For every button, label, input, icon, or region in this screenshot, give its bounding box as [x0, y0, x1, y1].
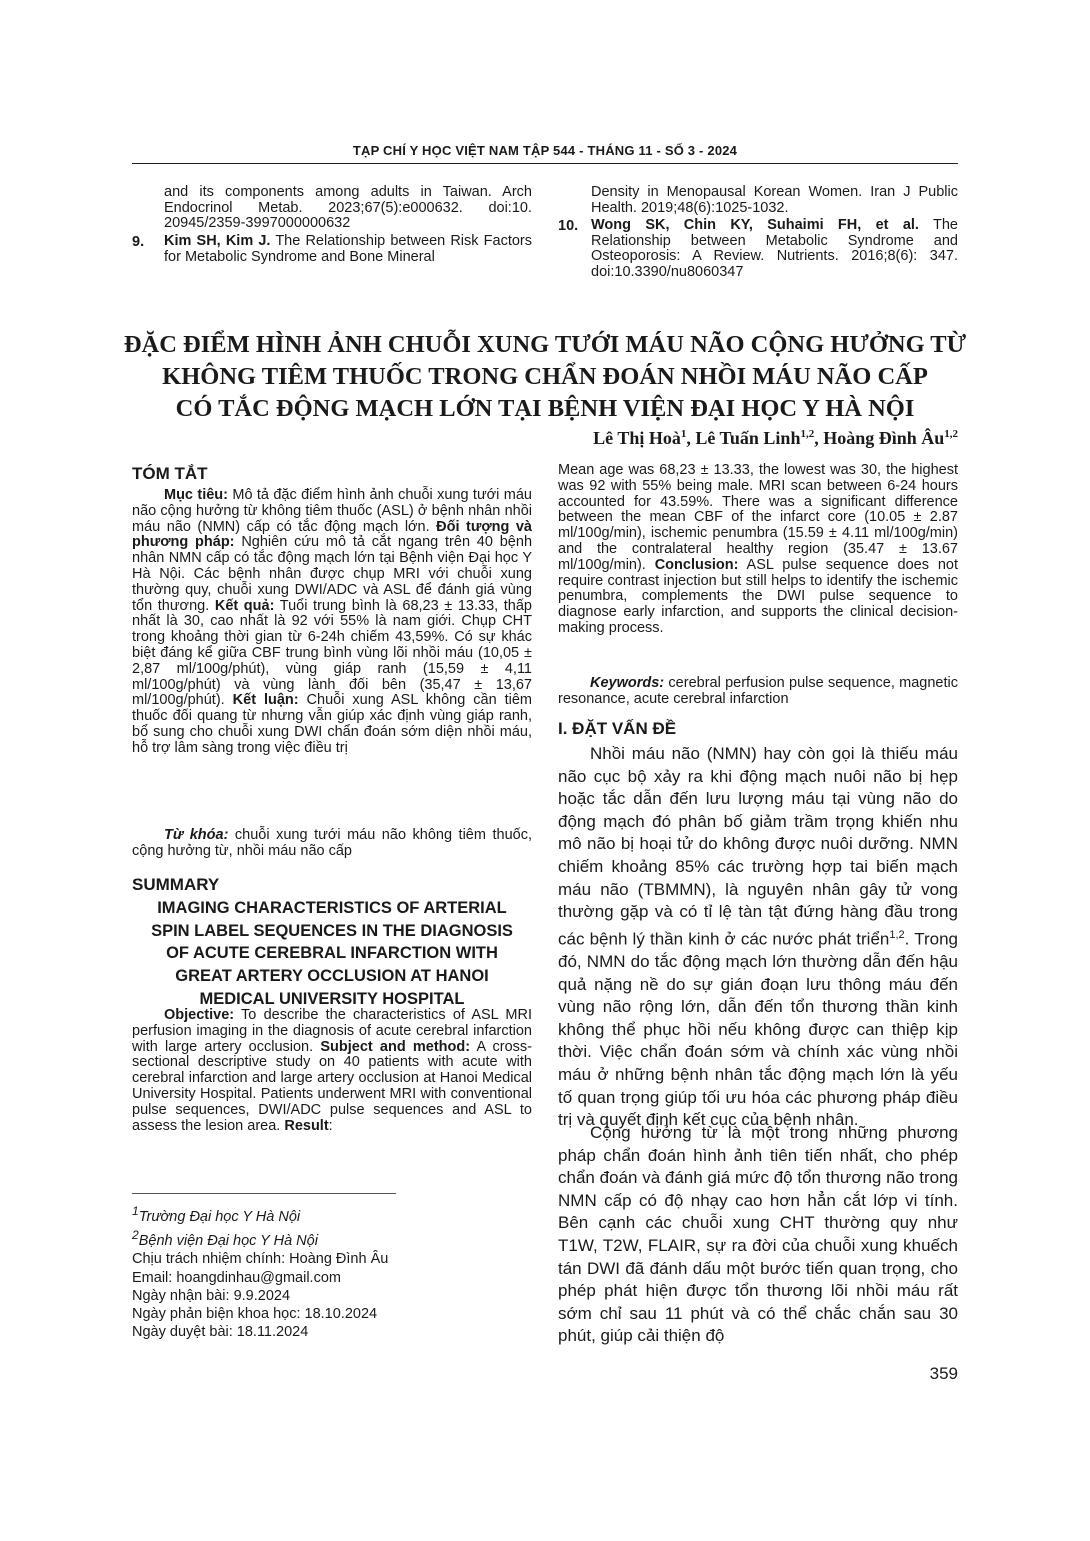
date-reviewed: Ngày phản biện khoa học: 18.10.2024	[132, 1306, 378, 1323]
subject-text: A cross-sectional descriptive study on 40 patients with acute with cerebral infarction and large artery occlusion at Hanoi Medical University Hospital. Patients underwent MRI with conventional pulse sequences, DWI/ADC pulse sequences and ASL to assess the lesion area.	[132, 1038, 532, 1134]
conclusion-text: ASL pulse sequence does not require contrast injection but still helps to identify the ischemic penumbra, complements the DWI pulse sequence to diagnose early infarction, and supports the clinical decision-making process.	[558, 556, 958, 636]
intro-p1a: Nhồi máu não (NMN) hay còn gọi là thiếu máu não cục bộ xảy ra khi động mạch nuôi não bị hẹp hoặc tắc dẫn đến lưu lượng máu tại vùng não do động mạch đó phân bố giảm trầm trọng khiến nhu mô não bị hoại tử do không được nuôi dưỡng. NMN chiếm khoảng 85% các trường hợp tai biến mạch máu não (TBMMN), là nguyên nhân gây tử vong thường gặp và có tỉ lệ tàn tật đứng hàng đầu trong các bệnh lý thần kinh ở các nước phát triển	[558, 744, 958, 949]
ketqua-label: Kết quả:	[214, 597, 275, 614]
ketluan-text: Chuỗi xung ASL không cần tiêm thuốc đối quang từ nhưng vẫn giúp xác định vùng giáp ranh, bổ sung cho chuỗi xung DWI chẩn đoán sớm diện nhồi máu, hỗ trợ lâm sàng trong việc điều trị	[132, 692, 532, 756]
article-title-line-1: ĐẶC ĐIỂM HÌNH ẢNH CHUỖI XUNG TƯỚI MÁU NÃO CỘNG HƯỞNG TỪ	[123, 331, 967, 358]
summary-title-line-1: IMAGING CHARACTERISTICS OF ARTERIAL	[157, 899, 507, 917]
email: Email: hoangdinhau@gmail.com	[132, 1269, 341, 1286]
keywords-paragraph	[558, 676, 958, 708]
reference-9-continuation: Density in Menopausal Korean Women. Iran J Public Health. 2019;48(6):1025-1032.	[591, 184, 958, 216]
author-3-affiliation: 1,2	[944, 428, 958, 440]
affiliation-1	[132, 1202, 388, 1226]
ketluan-label: Kết luận:	[232, 692, 299, 709]
author-2: Lê Tuấn Linh	[695, 428, 801, 448]
affiliation-1-mark: 1	[132, 1204, 139, 1218]
tomtat-body	[132, 488, 532, 757]
keywords-text: cerebral perfusion pulse sequence, magnetic resonance, acute cerebral infarction	[558, 675, 958, 707]
reference-9	[164, 234, 532, 265]
tomtat-heading: TÓM TẮT	[132, 464, 208, 483]
author-list: Lê Thị Hoà$^1$, Lê Tuấn Linh$^{1,2}$, Hoàng Đình Âu$^{1,2}$	[593, 428, 958, 448]
objective-text: To describe the characteristics of ASL MRI perfusion imaging in the diagnosis of acute cerebral infarction with large artery occlusion.	[132, 1007, 532, 1055]
doituong-text: Nghiên cứu mô tả cắt ngang trên 40 bệnh nhân NMN cấp có tắc động mạch lớn tại Bệnh viện Đại học Y Hà Nội. Các bệnh nhân được chụp MRI với chuỗi xung thường quy, chuỗi xung DWI/ADC và ASL để đánh giá vùng tổn thương.	[132, 534, 533, 614]
footnotes	[132, 1202, 388, 1342]
tukhoa-paragraph	[132, 828, 532, 860]
reference-9-number: 9.	[132, 234, 145, 250]
muctieu-text: Mô tả đặc điểm hình ảnh chuỗi xung tưới máu não cộng hưởng từ không tiêm thuốc (ASL) ở bệnh nhân nhồi máu não (NMN) cấp có tắc động mạch lớn.	[132, 487, 532, 535]
muctieu-label: Mục tiêu:	[164, 487, 228, 503]
date-received: Ngày nhận bài: 9.9.2024	[132, 1287, 291, 1304]
intro-paragraph-1	[558, 743, 958, 1132]
affiliation-2	[132, 1226, 388, 1250]
header-rule	[132, 163, 958, 164]
footnote-rule	[132, 1193, 396, 1194]
summary-title	[132, 897, 532, 1011]
article-title-line-2: KHÔNG TIÊM THUỐC TRONG CHẨN ĐOÁN NHỒI MÁU NÃO CẤP	[162, 363, 928, 390]
summary-title-line-4: GREAT ARTERY OCCLUSION AT HANOI	[175, 967, 489, 986]
intro-p1b: . Trong đó, NMN do tắc động mạch lớn thường dẫn đến hậu quả nặng nề do sự gián đoạn lưu thông máu đến vùng não rộng lớn, dẫn đến tổn thương thần kinh không thể phục hồi nếu không được can thiệp kịp thời. Việc chẩn đoán sớm và chính xác vùng nhồi máu ở những bệnh nhân tắc động mạch lớn là yếu tố quan trọng giúp tối ưu hóa các phương pháp điều trị và quyết định kết cục của bệnh nhân.	[558, 929, 958, 1130]
conclusion-label: Conclusion:	[654, 556, 739, 573]
article-title-line-3: CÓ TẮC ĐỘNG MẠCH LỚN TẠI BỆNH VIỆN ĐẠI HỌC Y HÀ NỘI	[175, 395, 915, 422]
reference-10-text: The Relationship between Metabolic Syndrome and Osteoporosis: A Review. Nutrients. 2016;8(6): 347. doi:10.3390/nu8060347	[591, 217, 958, 280]
reference-9-authors: Kim SH, Kim J.	[164, 233, 271, 249]
author-3: Hoàng Đình Âu	[823, 428, 945, 448]
affiliation-1-text: Trường Đại học Y Hà Nội	[138, 1208, 301, 1225]
keywords-label: Keywords:	[590, 675, 665, 691]
summary-title-line-3: OF ACUTE CEREBRAL INFARCTION WITH	[166, 944, 498, 963]
summary-heading: SUMMARY	[132, 875, 220, 894]
result-text: Mean age was 68,23 ± 13.33, the lowest was 30, the highest was 92 with 55% being male. MRI scan between 6-24 hours accounted for 43.59%. There was a significant difference between the mean CBF of the infarct core (10.05 ± 2.87 ml/100g/min), ischemic penumbra (15.59 ± 4.11 ml/100g/min) and the contralateral healthy region (35.47 ± 13.67 ml/100g/min).	[558, 462, 958, 573]
reference-10	[591, 218, 958, 280]
affiliation-2-text: Bệnh viện Đại học Y Hà Nội	[138, 1232, 318, 1249]
corresponding-author: Chịu trách nhiệm chính: Hoàng Đình Âu	[132, 1251, 389, 1268]
summary-title-line-5: MEDICAL UNIVERSITY HOSPITAL	[199, 989, 465, 1008]
summary-title-line-2: SPIN LABEL SEQUENCES IN THE DIAGNOSIS	[151, 921, 513, 940]
author-1: Lê Thị Hoà	[593, 428, 681, 448]
summary-body	[132, 1008, 532, 1134]
affiliation-2-mark: 2	[132, 1228, 139, 1243]
date-accepted: Ngày duyệt bài: 18.11.2024	[132, 1324, 309, 1341]
result-label: Result	[284, 1117, 329, 1134]
summary-continuation	[558, 463, 958, 637]
page-number: 359	[929, 1364, 958, 1383]
intro-heading: I. ĐẶT VẤN ĐỀ	[558, 719, 677, 738]
reference-10-number: 10.	[558, 218, 579, 234]
tukhoa-label: Từ khóa:	[164, 827, 229, 843]
intro-paragraph-2: Cộng hưởng từ là một trong những phương pháp chẩn đoán hình ảnh tiên tiến nhất, cho phép chẩn đoán và đánh giá mức độ tổn thương não trong NMN cấp có độ nhạy cao hơn hẳn cắt lớp vi tính. Bên cạnh các chuỗi xung CHT thường quy như T1W, T2W, FLAIR, sự ra đời của chuỗi xung khuếch tán DWI đã đánh dấu một bước tiến quan trọng, cho phép phát hiện được tổn thương lõi nhồi máu rất sớm chỉ sau 11 phút và có thể chắc chắn sau 30 phút, giúp cải thiện độ	[558, 1123, 958, 1346]
objective-label: Objective:	[164, 1007, 235, 1023]
reference-8-continuation: and its components among adults in Taiwan. Arch Endocrinol Metab. 2023;67(5):e000632. doi:10. 20945/2359-3997000000632	[164, 184, 532, 232]
result-colon: :	[328, 1117, 333, 1134]
ketqua-text: Tuổi trung bình là 68,23 ± 13.33, thấp nhất là 30, cao nhất là 92 với 55% là nam giới. Chụp CHT trong khoảng thời gian từ 6-24h chiếm 43,59%. Có sự khác biệt đáng kể giữa CBF trung bình vùng lõi nhồi máu (10,05 ± 2,87 ml/100g/phút), vùng giáp ranh (15,59 ± 4,11 ml/100g/phút) và vùng lành đối bên (35,47 ± 13,67 ml/100g/phút).	[132, 597, 532, 709]
doituong-label: Đối tượng và phương pháp:	[132, 518, 532, 551]
subject-label: Subject and method:	[320, 1038, 471, 1055]
journal-header: TẠP CHÍ Y HỌC VIỆT NAM TẬP 544 - THÁNG 11 - SỐ 3 - 2024	[352, 143, 738, 158]
reference-10-authors: Wong SK, Chin KY, Suhaimi FH, et al.	[591, 217, 919, 233]
author-2-affiliation: 1,2	[800, 428, 815, 440]
author-1-affiliation: 1	[680, 428, 687, 440]
tukhoa-text: chuỗi xung tưới máu não không tiêm thuốc, cộng hưởng từ, nhồi máu não cấp	[132, 827, 532, 859]
reference-9-text: The Relationship between Risk Factors for Metabolic Syndrome and Bone Mineral	[164, 233, 532, 265]
citation-1-2: 1,2	[889, 928, 905, 941]
